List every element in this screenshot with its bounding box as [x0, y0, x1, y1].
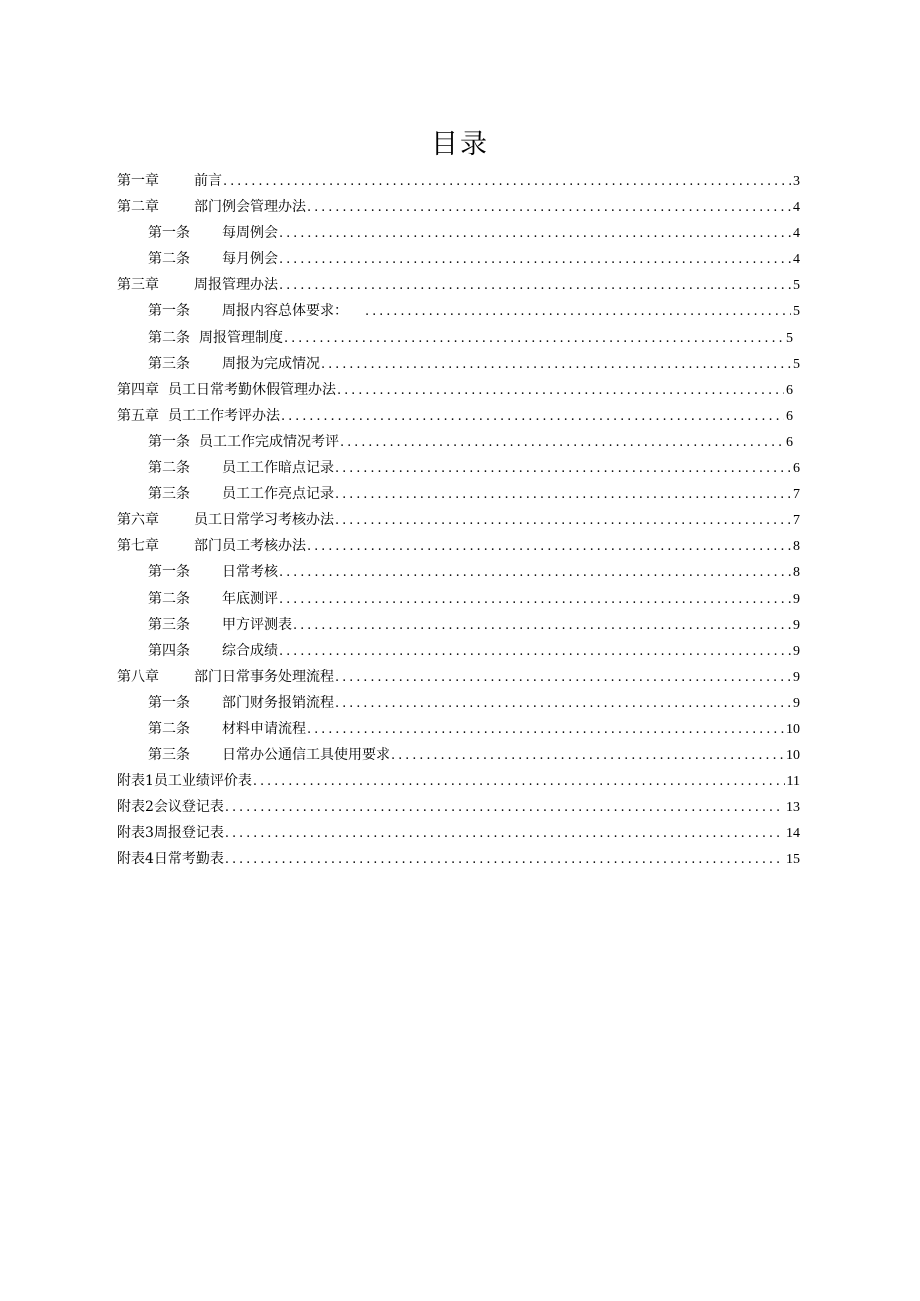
toc-entry-page: 4 [793, 226, 800, 242]
toc-entry[interactable] [117, 455, 800, 481]
leader-dots [293, 613, 791, 639]
toc-entry-text: 附表2会议登记表 [117, 799, 224, 816]
toc-entry-page: 6 [786, 434, 793, 450]
toc-entry-number: 第三条 [148, 747, 190, 764]
toc-entry[interactable] [117, 194, 800, 220]
toc-entry-number: 第三条 [148, 486, 190, 503]
toc-entry[interactable] [117, 612, 800, 638]
toc-entry[interactable] [117, 638, 800, 664]
toc-entry-page: 14 [786, 826, 800, 842]
toc-entry-page: 7 [793, 487, 800, 503]
leader-dots [279, 587, 791, 613]
toc-entry-text: 附表3周报登记表 [117, 825, 224, 842]
toc-entry[interactable] [117, 272, 800, 298]
toc-entry-number: 第二条 [148, 329, 190, 346]
toc-entry-number: 第三条 [148, 355, 190, 372]
toc-entry-page: 5 [793, 356, 800, 372]
toc-entry[interactable] [117, 742, 800, 768]
toc-entry[interactable] [117, 429, 800, 455]
toc-entry-number: 第七章 [117, 538, 159, 555]
toc-entry-page: 9 [793, 643, 800, 659]
leader-dots [335, 456, 791, 482]
toc-entry-number: 第二章 [117, 199, 159, 216]
leader-dots [225, 821, 784, 847]
toc-entry-number: 第五章 [117, 407, 159, 424]
toc-entry[interactable] [117, 168, 800, 194]
leader-dots [284, 326, 784, 352]
toc-entry-page: 9 [793, 591, 800, 607]
toc-entry[interactable] [117, 820, 800, 846]
toc-entry-number: 第一条 [148, 225, 190, 242]
toc-entry-page: 5 [793, 278, 800, 294]
toc-entry-text: 部门例会管理办法 [194, 199, 306, 216]
toc-entry[interactable] [117, 220, 800, 246]
toc-entry-number: 第六章 [117, 512, 159, 529]
toc-entry[interactable] [117, 507, 800, 533]
leader-dots [225, 795, 784, 821]
toc-entry-text: 周报为完成情况 [222, 355, 320, 372]
leader-dots [335, 508, 791, 534]
toc-entry-text: 员工工作亮点记录 [222, 486, 334, 503]
toc-entry[interactable] [117, 403, 800, 429]
leader-dots [279, 247, 791, 273]
toc-entry-number: 第二条 [148, 460, 190, 477]
leader-dots [340, 430, 784, 456]
leader-dots [307, 195, 791, 221]
toc-entry[interactable] [117, 246, 800, 272]
toc-entry-page: 5 [793, 304, 800, 320]
toc-entry-page: 4 [793, 252, 800, 268]
toc-entry-text: 部门财务报销流程 [222, 694, 334, 711]
toc-entry[interactable] [117, 586, 800, 612]
leader-dots [335, 665, 791, 691]
toc-entry[interactable] [117, 559, 800, 585]
toc-entry-page: 6 [793, 461, 800, 477]
toc-entry-text: 附表4日常考勤表 [117, 851, 224, 868]
leader-dots [335, 691, 791, 717]
toc-entry-text: 周报管理制度 [199, 329, 283, 346]
toc-entry-page: 5 [786, 330, 793, 346]
leader-dots [253, 769, 785, 795]
toc-entry-text: 员工工作考评办法 [168, 407, 280, 424]
toc-entry-text: 附表1员工业绩评价表 [117, 773, 252, 790]
toc-entry-text: 部门日常事务处理流程 [194, 668, 334, 685]
toc-entry-page: 10 [786, 748, 800, 764]
toc-entry[interactable] [117, 325, 800, 351]
toc-entry[interactable] [117, 664, 800, 690]
toc-entry[interactable] [117, 298, 800, 324]
toc-entry-page: 9 [793, 695, 800, 711]
toc-entry-page: 13 [786, 800, 800, 816]
leader-dots [279, 273, 791, 299]
toc-entry[interactable] [117, 690, 800, 716]
leader-dots [335, 482, 791, 508]
toc-entry-page: 7 [793, 513, 800, 529]
leader-dots [307, 717, 784, 743]
toc-entry-number: 第一条 [148, 433, 190, 450]
toc-entry-number: 第二条 [148, 720, 190, 737]
toc-entry-page: 9 [793, 617, 800, 633]
toc-entry-page: 9 [793, 669, 800, 685]
leader-dots [321, 352, 791, 378]
toc-entry[interactable] [117, 794, 800, 820]
leader-dots [365, 299, 791, 325]
leader-dots [281, 404, 784, 430]
toc-entry-number: 第一条 [148, 694, 190, 711]
toc-entry-number: 第一章 [117, 173, 159, 189]
toc-entry-number: 第三条 [148, 616, 190, 633]
toc-entry-page: 4 [793, 200, 800, 216]
toc-entry-text: 员工日常学习考核办法 [194, 512, 334, 529]
toc-entry-number: 第二条 [148, 251, 190, 268]
toc-entry-text: 员工工作暗点记录 [222, 460, 334, 477]
leader-dots [279, 221, 791, 247]
leader-dots [391, 743, 784, 769]
toc-entry-number: 第八章 [117, 668, 159, 685]
toc-entry[interactable] [117, 351, 800, 377]
toc-entry-text: 材料申请流程 [222, 720, 306, 737]
toc-entry-page: 6 [786, 382, 793, 398]
toc-entry-page: 10 [786, 721, 800, 737]
toc-entry-page: 3 [793, 174, 800, 189]
toc-entry-page: 6 [786, 408, 793, 424]
toc-entry-number: 第四章 [117, 381, 159, 398]
toc-entry-page: 15 [786, 852, 800, 868]
toc-entry-number: 第一条 [148, 564, 190, 581]
toc-entry-text: 综合成绩 [222, 642, 278, 659]
toc-entry-text: 前言 [194, 173, 222, 189]
toc-entry[interactable] [117, 846, 800, 872]
toc-entry-text: 年底测评 [222, 590, 278, 607]
leader-dots [223, 169, 791, 195]
toc-entry-text: 员工日常考勤休假管理办法 [168, 381, 336, 398]
toc-entry[interactable] [117, 377, 800, 403]
toc-entry-text: 甲方评测表 [222, 616, 292, 633]
toc-entry-text: 部门员工考核办法 [194, 538, 306, 555]
toc-entry-text: 员工工作完成情况考评 [199, 433, 339, 450]
toc-entry[interactable] [117, 533, 800, 559]
leader-dots [307, 534, 791, 560]
toc-entry-text: 日常办公通信工具使用要求 [222, 747, 390, 764]
toc-entry-page: 8 [793, 565, 800, 581]
leader-dots [279, 560, 791, 586]
toc-entry-page: 11 [786, 774, 800, 790]
toc-entry-number: 第三章 [117, 277, 159, 294]
toc-entry-text: 每周例会 [222, 225, 278, 242]
toc-entry-number: 第二条 [148, 590, 190, 607]
leader-dots [337, 378, 784, 404]
leader-dots [279, 639, 791, 665]
toc-entry-page: 8 [793, 539, 800, 555]
page-title: 目录 [431, 129, 489, 160]
leader-dots [225, 847, 784, 873]
toc-entry-text: 周报内容总体要求： [222, 303, 348, 320]
toc-entry[interactable] [117, 481, 800, 507]
table-of-contents [117, 168, 800, 873]
toc-entry-number: 第一条 [148, 303, 190, 320]
toc-entry[interactable] [117, 768, 800, 794]
toc-entry-text: 每月例会 [222, 251, 278, 268]
toc-entry-number: 第四条 [148, 642, 190, 659]
toc-entry-text: 周报管理办法 [194, 277, 278, 294]
toc-entry[interactable] [117, 716, 800, 742]
toc-entry-text: 日常考核 [222, 564, 278, 581]
